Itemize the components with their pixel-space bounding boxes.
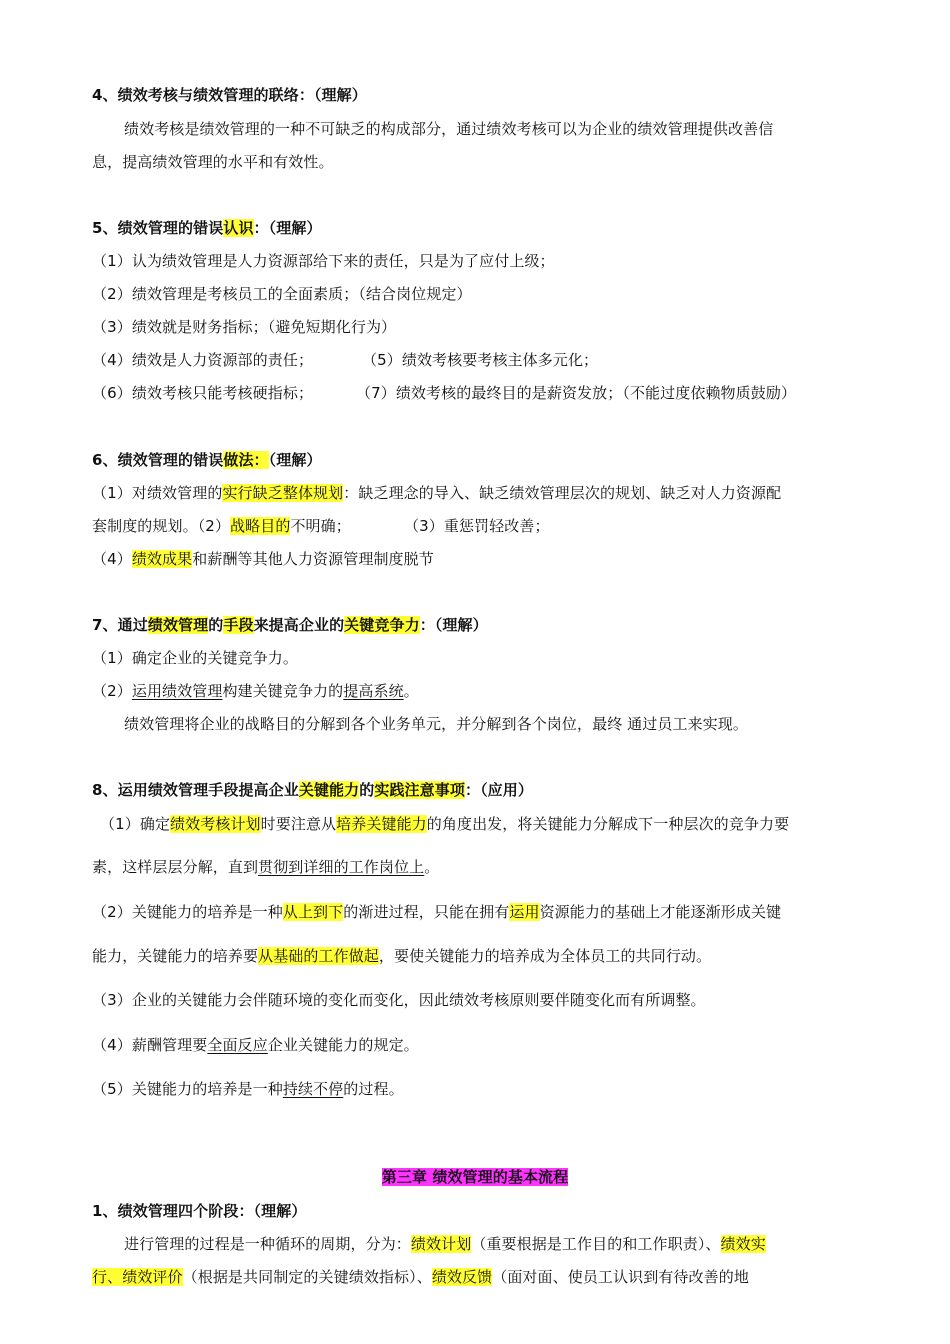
section-8-line-7 xyxy=(92,1078,404,1100)
section-7-heading xyxy=(92,614,488,636)
highlighted-text: 关键竞争力 xyxy=(344,616,420,634)
section-5-item-5: （5）绩效考核要考核主体多元化； xyxy=(362,351,599,369)
section-6-line-1 xyxy=(92,482,781,504)
section-8-line-4 xyxy=(92,945,711,967)
chapter-title-text: 第三章 绩效管理的基本流程 xyxy=(381,1168,569,1186)
section-5-item-1: （1）认为绩效管理是人力资源部给下来的责任，只是为了应付上级； xyxy=(92,252,555,270)
highlighted-text: 实行缺乏整体规划 xyxy=(222,484,344,502)
highlighted-text: 认识 xyxy=(223,219,254,237)
body-text: 的角度出发，将关键能力分解成下一种层次的竞争力要 xyxy=(426,815,790,833)
body-text: 企业关键能力的规定。 xyxy=(267,1036,419,1054)
underlined-text: 提高系统 xyxy=(343,682,404,700)
heading-text: 7、通过 xyxy=(92,616,148,634)
underlined-text: 运用绩效管理 xyxy=(131,682,223,700)
section-8-line-2 xyxy=(92,856,439,878)
chapter-section-1-line-1 xyxy=(124,1233,766,1255)
body-text: （根据是共同制定的关键绩效指标）、 xyxy=(182,1268,432,1286)
highlighted-text: 手段 xyxy=(223,616,254,634)
body-text: 进行管理的过程是一种循环的周期，分为： xyxy=(124,1235,411,1253)
section-8-heading xyxy=(92,779,533,801)
section-4-paragraph-line-1: 绩效考核是绩效管理的一种不可缺乏的构成部分，通过绩效考核可以为企业的绩效管理提供改善信 xyxy=(124,120,774,138)
section-4-paragraph-line-2: 息，提高绩效管理的水平和有效性。 xyxy=(92,153,334,171)
section-7-line-1: （1）确定企业的关键竞争力。 xyxy=(92,649,298,667)
heading-text: ：（应用） xyxy=(464,781,533,799)
section-8-line-6 xyxy=(92,1034,419,1056)
highlighted-text: 绩效反馈 xyxy=(431,1268,493,1286)
body-text: 素，这样层层分解，直到 xyxy=(92,858,259,876)
body-text: （4）薪酬管理要 xyxy=(92,1036,208,1054)
heading-text: ：（理解） xyxy=(253,219,322,237)
highlighted-text: 绩效实 xyxy=(720,1235,766,1253)
section-5-heading xyxy=(92,217,322,239)
body-text: 的过程。 xyxy=(343,1080,404,1098)
heading-text: 来提高企业的 xyxy=(253,616,345,634)
section-8-line-3 xyxy=(92,901,781,923)
body-text: 的渐进过程，只能在拥有 xyxy=(343,903,510,921)
body-text: （2）关键能力的培养是一种 xyxy=(92,903,283,921)
highlighted-text: 从上到下 xyxy=(282,903,344,921)
heading-text: 的 xyxy=(359,781,375,799)
section-8-line-5: （3）企业的关键能力会伴随环境的变化而变化，因此绩效考核原则要伴随变化而有所调整。 xyxy=(92,991,706,1009)
heading-text: 8、运用绩效管理手段提高企业 xyxy=(92,781,299,799)
section-6-line-2-item-3: （3）重惩罚轻改善； xyxy=(404,517,550,535)
section-5-item-2: （2）绩效管理是考核员工的全面素质；（结合岗位规定） xyxy=(92,285,472,303)
highlighted-text: 从基础的工作做起 xyxy=(258,947,379,965)
body-text: （5）关键能力的培养是一种 xyxy=(92,1080,283,1098)
underlined-text: 全面反应 xyxy=(207,1036,268,1054)
section-7-line-3: 绩效管理将企业的战略目的分解到各个业务单元，并分解到各个岗位，最终 通过员工来实现。 xyxy=(124,715,748,733)
highlighted-text: 绩效评价 xyxy=(122,1268,183,1286)
highlighted-text: 培养关键能力 xyxy=(336,815,427,833)
body-text: 。 xyxy=(403,682,419,700)
highlighted-text: 绩效管理 xyxy=(147,616,209,634)
heading-text: 5、绩效管理的错误 xyxy=(92,219,224,237)
highlighted-text: 实践注意事项 xyxy=(374,781,465,799)
section-7-line-2 xyxy=(92,680,419,702)
highlighted-text: 、 xyxy=(107,1268,123,1286)
section-6-line-3 xyxy=(92,548,434,570)
section-4-heading: 4、绩效考核与绩效管理的联络：（理解） xyxy=(92,86,367,104)
section-6-heading xyxy=(92,449,322,471)
highlighted-text: 绩效成果 xyxy=(131,550,193,568)
heading-text: 的 xyxy=(208,616,224,634)
body-text: 套制度的规划。（2） xyxy=(92,517,231,535)
body-text: 构建关键竞争力的 xyxy=(222,682,344,700)
body-text: 时要注意从 xyxy=(260,815,337,833)
body-text: 。 xyxy=(424,858,440,876)
chapter-section-1-line-2 xyxy=(92,1266,749,1288)
highlighted-text: 做法： xyxy=(223,451,269,469)
section-5-item-6: （6）绩效考核只能考核硬指标； xyxy=(92,384,314,402)
body-text: ，要使关键能力的培养成为全体员工的共同行动。 xyxy=(378,947,712,965)
highlighted-text: 绩效计划 xyxy=(410,1235,472,1253)
chapter-section-1-heading: 1、绩效管理四个阶段：（理解） xyxy=(92,1202,307,1220)
body-text: （1）确定 xyxy=(100,815,171,833)
heading-text: ：（理解） xyxy=(419,616,488,634)
highlighted-text: 运用 xyxy=(509,903,540,921)
underlined-text: 持续不停 xyxy=(282,1080,344,1098)
highlighted-text: 关键能力 xyxy=(298,781,360,799)
body-text: （重要根据是工作目的和工作职责）、 xyxy=(471,1235,721,1253)
body-text: 资源能力的基础上才能逐渐形成关键 xyxy=(539,903,782,921)
body-text: （面对面、使员工认识到有待改善的地 xyxy=(492,1268,749,1286)
section-5-item-7: （7）绩效考核的最终目的是薪资发放；（不能过度依赖物质鼓励） xyxy=(356,384,797,402)
body-text: （1）对绩效管理的 xyxy=(92,484,223,502)
body-text: 和薪酬等其他人力资源管理制度脱节 xyxy=(192,550,434,568)
heading-text: 6、绩效管理的错误 xyxy=(92,451,224,469)
highlighted-text: 行 xyxy=(92,1268,108,1286)
underlined-text: 贯彻到详细的工作岗位上 xyxy=(258,858,425,876)
chapter-title xyxy=(0,1166,950,1188)
section-8-line-1 xyxy=(100,813,789,835)
highlighted-text: 战略目的 xyxy=(230,517,291,535)
heading-text: （理解） xyxy=(268,451,322,469)
body-text: 不明确； xyxy=(290,517,351,535)
section-5-item-4: （4）绩效是人力资源部的责任； xyxy=(92,351,314,369)
body-text: ：缺乏理念的导入、缺乏绩效管理层次的规划、缺乏对人力资源配 xyxy=(343,484,782,502)
highlighted-text: 绩效考核计划 xyxy=(170,815,261,833)
section-5-item-3: （3）绩效就是财务指标；（避免短期化行为） xyxy=(92,318,397,336)
body-text: （4） xyxy=(92,550,132,568)
body-text: （2） xyxy=(92,682,132,700)
section-6-line-2 xyxy=(92,515,351,537)
body-text: 能力，关键能力的培养要 xyxy=(92,947,259,965)
